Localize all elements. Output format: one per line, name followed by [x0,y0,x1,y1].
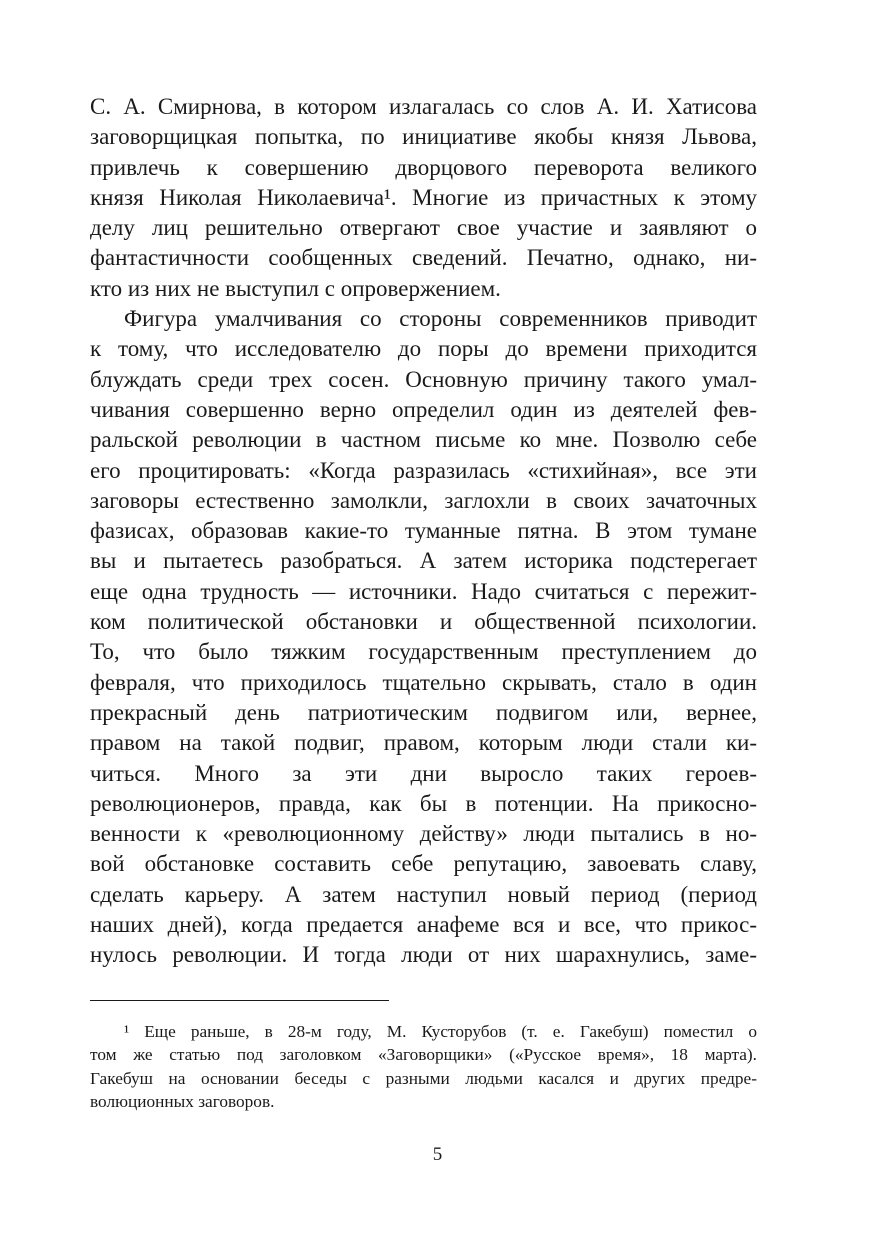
body-line: заговоры естественно замолкли, заглохли в своих зачаточных [90,487,757,513]
body-line: правом на такой подвиг, правом, которым люди стали ки- [90,730,757,756]
footnote [90,1020,757,1113]
body-line: Фигура умалчивания со стороны современников приводит [124,306,757,332]
body-line: читься. Много за эти дни выросло таких героев- [90,760,757,786]
footnote-line: волюционных заговоров. [90,1091,275,1111]
body-line: ральской революции в частном письме ко мне. Позволю себе [90,427,757,453]
body-line: его процитировать: «Когда разразилась «стихийная», все эти [90,457,757,483]
page-number: 5 [432,1144,443,1165]
body-line: прекрасный день патриотическим подвигом или, вернее, [90,699,757,725]
body-line: венности к «революционному действу» люди пытались в но- [90,821,757,847]
body-line: нулось революции. И тогда люди от них шарахнулись, заме- [90,942,757,968]
body-line: фантастичности сообщенных сведений. Печатно, однако, ни- [90,245,757,271]
body-line: делу лиц решительно отвергают свое участие и заявляют о [90,215,757,241]
body-line: кто из них не выступил с опровержением. [90,275,501,301]
body-line: наших дней), когда предается анафеме вся и все, что прикос- [90,912,757,938]
body-line: сделать карьеру. А затем наступил новый период (период [90,881,757,907]
body-line: еще одна трудность — источники. Надо считаться с пережит- [90,578,757,604]
body-line: князя Николая Николаевича¹. Многие из причастных к этому [90,184,757,210]
body-line: То, что было тяжким государственным преступлением до [90,639,757,665]
body-line: блуждать среди трех сосен. Основную причину такого умал- [90,366,757,392]
body-line: вой обстановке составить себе репутацию, завоевать славу, [90,851,757,877]
body-text [90,92,757,971]
body-line: чивания совершенно верно определил один из деятелей фев- [90,396,757,422]
body-line: фазисах, образовав какие-то туманные пятна. В этом тумане [90,518,757,544]
body-line: С. А. Смирнова, в котором излагалась со слов А. И. Хатисова [90,94,757,119]
body-line: революционеров, правда, как бы в потенции. На прикосно- [90,790,757,816]
body-line: привлечь к совершению дворцового переворота великого [90,154,757,180]
body-line: ком политической обстановки и общественной психологии. [90,609,757,635]
footnote-line: ¹ Еще раньше, в 28-м году, М. Кусторубов (т. е. Гакебуш) поместил о [124,1022,757,1041]
body-line: февраля, что приходилось тщательно скрывать, стало в один [90,669,757,695]
footnote-line: том же статью под заголовком «Заговорщики» («Русское время», 18 марта). [90,1045,757,1065]
body-line: заговорщицкая попытка, по инициативе якобы князя Львова, [90,124,757,150]
body-line: к тому, что исследователю до поры до времени приходится [90,336,757,362]
body-line: вы и пытаетесь разобраться. А затем историка подстерегает [90,548,757,574]
footnote-line: Гакебуш на основании беседы с разными людьми касался и других предре- [90,1068,757,1088]
footnote-divider [90,1000,389,1001]
